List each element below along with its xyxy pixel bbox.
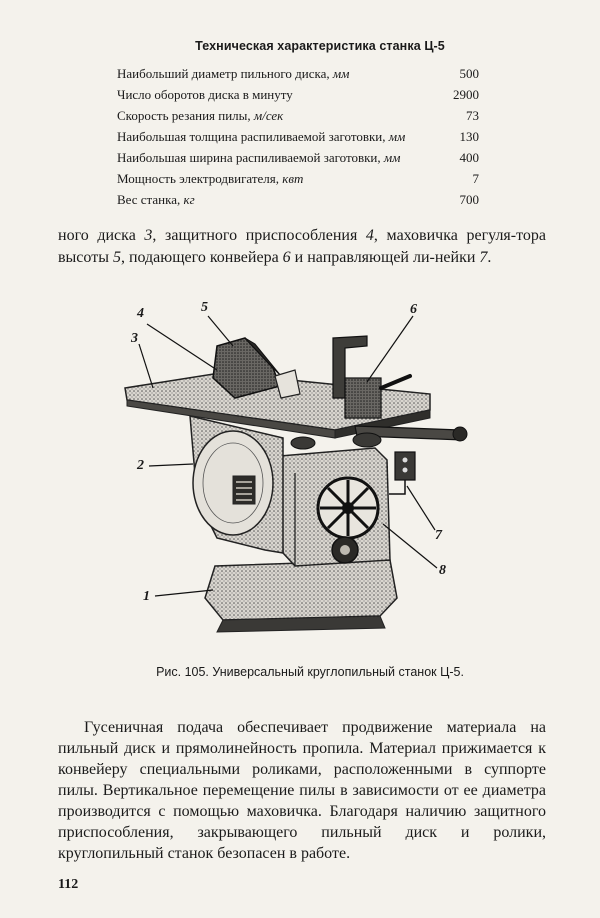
figure-caption: Рис. 105. Универсальный круглопильный станок Ц-5.: [156, 665, 464, 679]
callout-5: 5: [201, 300, 208, 315]
spec-title: Техническая характеристика станка Ц-5: [195, 39, 445, 53]
callout-1: 1: [143, 589, 150, 604]
spec-row: [117, 66, 479, 87]
callout-6: 6: [410, 302, 417, 317]
spec-row: [117, 87, 479, 108]
callout-3: 3: [131, 331, 138, 346]
spec-label: Наибольший диаметр пильного диска, мм: [117, 66, 350, 81]
spec-value: 7: [472, 171, 479, 186]
spec-label: Скорость резания пилы, м/сек: [117, 108, 284, 123]
spec-label: Наибольшая ширина распиливаемой заготовки, мм: [117, 150, 401, 165]
spec-row: [117, 171, 479, 192]
spec-value: 700: [459, 192, 479, 207]
spec-unit: мм: [388, 129, 406, 144]
spec-row: [117, 129, 479, 150]
paragraph-continuation: ного диска 3, защитного приспособления 4, маховичка регуля-тора высоты 5, подающего конвейера 6 и направляющей ли-нейки 7.: [58, 227, 546, 266]
spec-value: 130: [459, 129, 479, 144]
page-number: 112: [58, 877, 79, 892]
spec-label: Мощность электродвигателя, квт: [117, 171, 304, 186]
spec-unit: мм: [383, 150, 401, 165]
spec-value: 73: [466, 108, 479, 123]
spec-label: Наибольшая толщина распиливаемой заготовки, мм: [117, 129, 406, 144]
spec-unit: кг: [183, 192, 195, 207]
spec-value: 500: [459, 66, 479, 81]
spec-label: Число оборотов диска в минуту: [117, 87, 293, 102]
spec-unit: м/сек: [253, 108, 284, 123]
spec-table: [117, 66, 479, 213]
spec-value: 2900: [453, 87, 479, 102]
callout-7: 7: [435, 528, 442, 543]
spec-unit: квт: [282, 171, 304, 186]
body-paragraph: Гусеничная подача обеспечивает продвижение материала на пильный диск и прямолинейность пропила. Материал прижимается к конвейеру специальными роликами, расположенными в суппорте пилы. Вертикальное перемещение пилы в зависимости от ее диаметра производится с помощью маховичка. Благодаря наличию защитного приспособления, закрывающего пильный диск и ролики, круглопильный станок безопасен в работе.: [58, 719, 546, 862]
machine-illustration: [105, 298, 505, 643]
spec-value: 400: [459, 150, 479, 165]
callout-8: 8: [439, 563, 446, 578]
callout-2: 2: [137, 458, 144, 473]
spec-row: [117, 192, 479, 213]
spec-row: [117, 108, 479, 129]
spec-label: Вес станка, кг: [117, 192, 195, 207]
spec-unit: мм: [332, 66, 350, 81]
spec-row: [117, 150, 479, 171]
callout-4: 4: [137, 306, 144, 321]
